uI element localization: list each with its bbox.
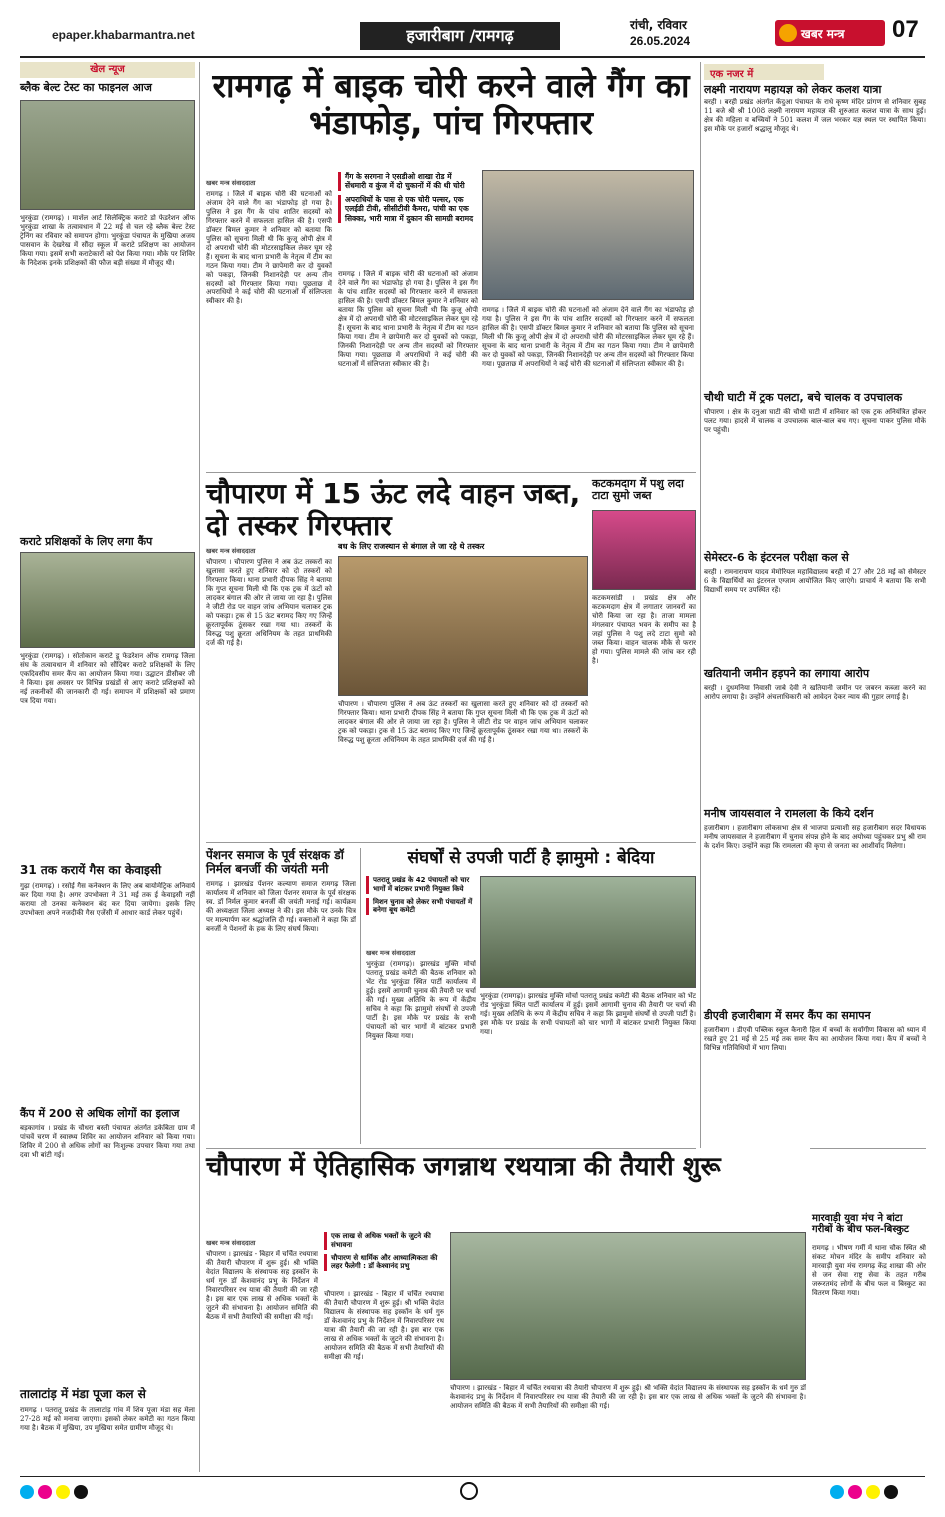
- jmm-body: भुरकुंडा (रामगढ़)। झारखंड मुक्ति मोर्चा पतरातू प्रखंड कमेटी की बैठक शनिवार को भेंट रोड भुरकुंडा स्थित पार्टी कार्यालय में हुई। इसमें आगामी चुनाव की तैयारी पर चर्चा की गई। मुख्य अतिथि के रूप में केंद्रीय सचिव ने कहा कि झामुमो संघर्षों से उपजी पार्टी है। इस मौके पर प्रखंड के सभी पंचायतों को चार भागों में बांटकर प्रभारी नियुक्त किया गया।: [366, 960, 476, 1040]
- rathyatra-byline: खबर मन्त्र संवाददाता: [206, 1239, 256, 1247]
- jmm-highlight-2: मिशन चुनाव को लेकर सभी पंचायतों में बनेगा बूथ कमेटी: [366, 898, 476, 916]
- left-body-4: बड़कागांव । प्रखंड के चौधरा बस्ती पंचायत अंतर्गत डकेबिता ग्राम में पांचवें चरण में स्वास्थ्य शिविर का आयोजन शनिवार को किया गया। शिविर में 200 से अधिक लोगों का निःशुल्क उपचार किया गया तथा दवा भी बांटी गई।: [20, 1124, 195, 1159]
- camel-body: चौपारण । चौपारण पुलिस ने अब ऊंट तस्करों का खुलासा करते हुए शनिवार को दो तस्करों को गिरफ्तार किया। थाना प्रभारी दीपक सिंह ने बताया कि गुप्त सूचना मिली थी कि एक ट्रक में ऊंटों को लादकर बंगाल की ओर ले जाया जा रहा है। पुलिस ने जीटी रोड पर वाहन जांच अभियान चलाकर ट्रक को पकड़ा। ट्रक से 15 ऊंट बरामद किए गए जिन्हें क्रूरतापूर्वक ठूंसकर रखा गया था। तस्करों के विरुद्ध पशु क्रूरता अधिनियम के तहत प्राथमिकी दर्ज की गई है।: [206, 558, 332, 647]
- column-rule-1: [199, 62, 200, 1472]
- jmm-body-cont: भुरकुंडा (रामगढ़)। झारखंड मुक्ति मोर्चा पतरातू प्रखंड कमेटी की बैठक शनिवार को भेंट रोड भुरकुंडा स्थित पार्टी कार्यालय में हुई। इसमें आगामी चुनाव की तैयारी पर चर्चा की गई। मुख्य अतिथि के रूप में केंद्रीय सचिव ने कहा कि झामुमो संघर्षों से उपजी पार्टी है। इस मौके पर प्रखंड के सभी पंचायतों को चार भागों में बांटकर प्रभारी नियुक्त किया गया।: [480, 992, 696, 1036]
- jmm-headline: संघर्षों से उपजी पार्टी है झामुमो : बेदिया: [407, 848, 655, 868]
- right-headline-2: चौथी घाटी में ट्रक पलटा, बचे चालक व उपचालक: [704, 391, 903, 404]
- sumo-headline: कटकमदाग में पशु लदा टाटा सुमो जब्त: [592, 477, 684, 502]
- right-body-6: हजारीबाग । डीएवी पब्लिक स्कूल कैनारी हिल में बच्चों के सर्वांगीण विकास को ध्यान में रखते हुए 21 मई से 25 मई तक समर कैंप का आयोजन किया गया। कैंप में बच्चों ने विभिन्न गतिविधियों में भाग लिया।: [704, 1026, 926, 1052]
- column-rule-2: [360, 848, 361, 1144]
- rathyatra-headline: चौपारण में ऐतिहासिक जगन्नाथ रथयात्रा की तैयारी शुरू: [206, 1152, 721, 1182]
- brand-logo: [775, 20, 885, 46]
- right-body-4: बरही । दुधमनिया निवासी जाबे देवी ने खतियानी जमीन पर जबरन कब्जा करने का आरोप लगाया है। उन्होंने अंचलाधिकारी को आवेदन देकर न्याय की गुहार लगाई है।: [704, 684, 926, 701]
- right-body-5: हजारीबाग । हजारीबाग लोकसभा क्षेत्र से भाजपा प्रत्याशी सह हजारीबाग सदर विधायक मनीष जायसवाल ने हजारीबाग में चुनाव संपन्न होने के बाद अयोध्या पहुंचकर प्रभु श्री राम के दर्शन किए। उन्होंने कहा कि रामलला की कृपा से जनता का आशीर्वाद मिलेगा।: [704, 824, 926, 850]
- right-body-1: बरही । बरही प्रखंड अंतर्गत केंदुआ पंचायत के राधे कृष्ण मंदिर प्रांगण से शनिवार सुबह 11 बजे श्री श्री 1008 लक्ष्मी नारायण महायज्ञ की शुरुआत कलश यात्रा के साथ हुई। क्षेत्र की महिला व बच्चियों ने 501 कलश में जल भरकर यज्ञ स्थल पर स्थापित किया। इस मौके पर हजारों श्रद्धालु मौजूद थे।: [704, 98, 926, 133]
- left-body-3: गुढ़ा (रामगढ़) । रसोई गैस कनेक्शन के लिए अब बायोमेट्रिक अनिवार्य कर दिया गया है। अगर उपभोक्ता ने 31 मई तक ई केवाइसी नहीं कराया तो उनका कनेक्शन बंद कर दिया जायेगा। इसके लिए उपभोक्ता अपने नजदीकी गैस एजेंसी में आधार कार्ड लेकर पहुंचें।: [20, 882, 195, 917]
- color-swatches-left: [20, 1484, 88, 1503]
- city-day: रांची, रविवार: [630, 18, 687, 32]
- site-url[interactable]: epaper.khabarmantra.net: [52, 28, 195, 42]
- masthead-rule: [20, 56, 925, 58]
- camels-photo: [338, 556, 588, 696]
- left-body-2: भुरकुंडा (रामगढ़) । सोतोकान कराटे डू फेडरेशन ऑफ रामगढ़ जिला संघ के तत्वावधान में शनिवार को सौंदिबर कराटे प्रशिक्षकों के लिए एकदिवसीय समर कैंप का आयोजन किया गया। उद्घाटन डीसीबर जी ने किया। इस अवसर पर विभिन्न प्रखंडों से आए कराटे प्रशिक्षकों को नई तकनीकों की जानकारी दी गई। समापन में प्रशिक्षकों को प्रमाण पत्र दिया गया।: [20, 652, 195, 705]
- lead-headline: रामगढ़ में बाइक चोरी करने वाले गैंग का भंडाफोड़, पांच गिरफ्तार: [212, 66, 690, 142]
- mid-rule-1: [206, 842, 696, 843]
- karate-photo-1: [20, 100, 195, 210]
- right-bottom-rule: [810, 1148, 926, 1149]
- camel-caption: बध के लिए राजस्थान से बंगाल ले जा रहे थे तस्कर: [338, 542, 485, 551]
- left-headline-2: कराटे प्रशिक्षकों के लिए लगा कैंप: [20, 535, 153, 548]
- jmm-meeting-photo: [480, 876, 696, 988]
- lead-highlight-1: गैंग के सरगना ने एसडीओ शाखा रोड में सेंधमारी व कुंज में दो चुकानों में की थी चोरी: [338, 172, 474, 191]
- jmm-highlights: [366, 876, 476, 915]
- rathyatra-caption: चौपारण । झारखंड - बिहार में चर्चित रथयात्रा की तैयारी चौपारण में शुरू हुई। श्री भक्ति वेदांत विद्यालय के संस्थापक सह इस्कॉन के धर्म गुरु डॉ केशवानंद प्रभु के निर्देशन में निवारपरिसर रथ यात्रा की तैयारी की जा रही है। इस बार एक लाख से अधिक भक्तों के जुटने की संभावना है। आयोजन समिति की बैठक में सभी तैयारियों की समीक्षा की गई।: [450, 1384, 806, 1410]
- arrested-suspects-photo: [482, 170, 694, 300]
- lead-byline: खबर मन्त्र संवाददाता: [206, 179, 256, 187]
- lead-highlight-2: अपराधियों के पास से एक चोरी पल्सर, एक एलईडी टीवी, सीसीटीवी कैमरा, पांची का एक सिक्का, भारी मात्रा में दुकान की सामग्री बरामद: [338, 195, 474, 223]
- sumo-body: कटकमसांडी । प्रखंड क्षेत्र और कटकमदाग क्षेत्र में लगातार जानवरों का चोरी किया जा रहा है। ताजा मामला मंगलवार पंचायत भवन के समीप का है जहां पुलिस ने पशु लदे टाटा सुमो को जब्त किया। वाहन चालक मौके से फरार हो गया। पुलिस मामले की जांच कर रही है।: [592, 594, 696, 665]
- left-body-5: रामगढ़ । पतरातू प्रखंड के तालाटांड़ गांव में शिव पूजा मंडा सह मेला 27-28 मई को मनाया जाएगा। इसको लेकर कमेटी का गठन किया गया है। बैठक में मुखिया, उप मुखिया समेत ग्रामीण मौजूद थे।: [20, 1406, 195, 1432]
- right-headline-3: सेमेस्टर-6 के इंटरनल परीक्षा कल से: [704, 551, 849, 564]
- left-headline-4: कैंप में 200 से अधिक लोगों का इलाज: [20, 1107, 180, 1120]
- right-headline-7: मारवाड़ी युवा मंच ने बांटा गरीबों के बीच फल-बिस्कुट: [812, 1213, 909, 1235]
- right-body-2: चौपारण । क्षेत्र के दनुआ घाटी की चौथी घाटी में शनिवार को एक ट्रक अनियंत्रित होकर पलट गया। हादसे में चालक व उपचालक बाल-बाल बच गए। सूचना पाकर पुलिस मौके पर पहुंची।: [704, 408, 926, 434]
- masthead: [0, 0, 945, 58]
- lead-body-cont-2: रामगढ़ । जिले में बाइक चोरी की घटनाओं को अंजाम देने वाले गैंग का भंडाफोड़ हो गया है। पुलिस ने इस गैंग के पांच शातिर सदस्यों को गिरफ्तार करने में सफलता हासिल की है। एसपी डॉक्टर बिमल कुमार ने शनिवार को बताया कि पुलिस को सूचना मिली थी कि कुजू ओपी क्षेत्र में दो अपराधी चोरी की मोटरसाइकिल लेकर घूम रहे हैं। सूचना के बाद थाना प्रभारी के नेतृत्व में टीम का गठन किया गया। टीम ने छापेमारी कर दो युवकों को पकड़ा, जिनकी निशानदेही पर अन्य तीन सदस्यों को गिरफ्तार किया गया। पूछताछ में अपराधियों ने कई चोरी की घटनाओं में संलिप्तता स्वीकार की है।: [482, 306, 694, 368]
- left-headline-1: ब्लैक बेल्ट टेस्ट का फाइनल आज: [20, 81, 152, 94]
- pension-body: रामगढ़ । झारखंड पेंशनर कल्याण समाज रामगढ़ जिला कार्यालय में शनिवार को जिला पेंशनर समाज के पूर्व संरक्षक स्व. डॉ निर्मल कुमार बनर्जी की जयंती मनाई गई। कार्यक्रम की अध्यक्षता जिला अध्यक्ष ने की। इस मौके पर उनके चित्र पर माल्यार्पण कर श्रद्धांजलि दी गई। वक्ताओं ने कहा कि डॉ बनर्जी ने पेंशनरों के हक के लिए संघर्ष किया।: [206, 880, 356, 933]
- lead-body: रामगढ़ । जिले में बाइक चोरी की घटनाओं को अंजाम देने वाले गैंग का भंडाफोड़ हो गया है। पुलिस ने इस गैंग के पांच शातिर सदस्यों को गिरफ्तार करने में सफलता हासिल की है। एसपी डॉक्टर बिमल कुमार ने शनिवार को बताया कि पुलिस को सूचना मिली थी कि कुजू ओपी क्षेत्र में दो अपराधी चोरी की मोटरसाइकिल लेकर घूम रहे हैं। सूचना के बाद थाना प्रभारी के नेतृत्व में टीम का गठन किया गया। टीम ने छापेमारी कर दो युवकों को पकड़ा, जिनकी निशानदेही पर अन्य तीन सदस्यों को गिरफ्तार किया गया। पूछताछ में अपराधियों ने कई चोरी की घटनाओं में संलिप्तता स्वीकार की है।: [206, 190, 332, 306]
- right-body-7: रामगढ़ । भीषण गर्मी में थाना चौक स्थित श्री संकट मोचन मंदिर के समीप शनिवार को मारवाड़ी युवा मंच रामगढ़ केंद्र शाखा की ओर से जन सेवा राष्ट्र सेवा के तहत गरीब जरूरतमंद लोगों के बीच फल व बिस्कुट का वितरण किया गया।: [812, 1244, 926, 1297]
- camel-headline: चौपारण में 15 ऊंट लदे वाहन जब्त, दो तस्कर गिरफ्तार: [206, 477, 581, 543]
- rathyatra-body: चौपारण । झारखंड - बिहार में चर्चित रथयात्रा की तैयारी चौपारण में शुरू हुई। श्री भक्ति वेदांत विद्यालय के संस्थापक सह इस्कॉन के धर्म गुरु डॉ केशवानंद प्रभु के निर्देशन में निवारपरिसर रथ यात्रा की तैयारी की जा रही है। इस बार एक लाख से अधिक भक्तों के जुटने की संभावना है। आयोजन समिति की बैठक में सभी तैयारियों की समीक्षा की गई।: [206, 1250, 318, 1321]
- right-headline-1: लक्ष्मी नारायण महायज्ञ को लेकर कलश यात्रा: [704, 83, 882, 96]
- camel-byline: खबर मन्त्र संवाददाता: [206, 547, 256, 555]
- color-swatches-right: [830, 1484, 898, 1503]
- karate-photo-2: [20, 552, 195, 648]
- right-headline-6: डीएवी हजारीबाग में समर कैंप का समापन: [704, 1009, 871, 1022]
- rathyatra-body-cont: चौपारण । झारखंड - बिहार में चर्चित रथयात्रा की तैयारी चौपारण में शुरू हुई। श्री भक्ति वेदांत विद्यालय के संस्थापक सह इस्कॉन के धर्म गुरु डॉ केशवानंद प्रभु के निर्देशन में निवारपरिसर रथ यात्रा की तैयारी की जा रही है। इस बार एक लाख से अधिक भक्तों के जुटने की संभावना है। आयोजन समिति की बैठक में सभी तैयारियों की समीक्षा की गई।: [324, 1290, 444, 1361]
- tata-sumo-photo: [592, 510, 696, 590]
- rathyatra-highlights: [324, 1232, 444, 1271]
- jmm-highlight-1: पतरातू प्रखंड के 42 पंचायतों को चार भागों में बांटकर प्रभारी नियुक्त किये: [366, 876, 476, 894]
- edition-date: 26.05.2024: [630, 34, 691, 48]
- footer-rule: [20, 1476, 925, 1477]
- right-headline-5: मनीष जायसवाल ने रामलला के किये दर्शन: [704, 807, 874, 820]
- page-number: 07: [892, 16, 919, 43]
- column-rule-3: [700, 62, 701, 1148]
- right-headline-4: खतियानी जमीन हड़पने का लगाया आरोप: [704, 667, 870, 680]
- registration-mark-icon: [460, 1482, 478, 1500]
- rathyatra-highlight-2: चौपारण से धार्मिक और आध्यात्मिकता की लहर फैलेगी : डॉ केश्वानंद प्रभु: [324, 1254, 444, 1272]
- rathyatra-highlight-1: एक लाख से अधिक भक्तों के जुटने की संभावना: [324, 1232, 444, 1250]
- left-headline-3: 31 तक करायें गैस का केवाइसी: [20, 863, 162, 877]
- brand-name: खबर मन्त्र: [801, 27, 845, 41]
- mid-rule-2: [206, 1148, 696, 1149]
- left-headline-5: तालाटांड़ में मंडा पूजा कल से: [20, 1387, 146, 1401]
- left-body-1: भुरकुंडा (रामगढ़) । मार्शल आर्ट सिलेक्ट्रिक कराटे डो फेडरेशन ऑफ भुरकुंडा शाखा के तत्वावधान में 22 मई से चल रहे ब्लैक बेल्ट टेस्ट ट्रेनिंग का रविवार को समापन होगा। भुरकुंडा पंचायत के मुखिया अजय पासवान के देखरेख में सौंदा स्कूल में कराटे प्रशिक्षण का आयोजन किया गया। इसमें सभी कराटेकारों को पेश किया गया। मौके पर शिविर के निदेशक इनके प्रशिक्षकों की फौज बड़ी संख्या में मौजूद थी।: [20, 214, 195, 267]
- lead-highlights: [338, 172, 474, 223]
- ek-nazar-tag: [704, 64, 824, 80]
- footer-bar: [20, 1476, 925, 1506]
- ek-nazar-label: एक नजर में: [710, 69, 754, 80]
- edition-title: हजारीबाग /रामगढ़: [360, 22, 560, 50]
- lead-body-cont: रामगढ़ । जिले में बाइक चोरी की घटनाओं को अंजाम देने वाले गैंग का भंडाफोड़ हो गया है। पुलिस ने इस गैंग के पांच शातिर सदस्यों को गिरफ्तार करने में सफलता हासिल की है। एसपी डॉक्टर बिमल कुमार ने शनिवार को बताया कि पुलिस को सूचना मिली थी कि कुजू ओपी क्षेत्र में दो अपराधी चोरी की मोटरसाइकिल लेकर घूम रहे हैं। सूचना के बाद थाना प्रभारी के नेतृत्व में टीम का गठन किया गया। टीम ने छापेमारी कर दो युवकों को पकड़ा, जिनकी निशानदेही पर अन्य तीन सदस्यों को गिरफ्तार किया गया। पूछताछ में अपराधियों ने कई चोरी की घटनाओं में संलिप्तता स्वीकार की है।: [338, 270, 478, 368]
- left-column: [20, 62, 195, 1472]
- section-label: खेल न्यूज: [20, 62, 195, 78]
- right-body-3: बरही । रामनारायण यादव मेमोरियल महाविद्यालय बरही में 27 और 28 मई को सेमेस्टर 6 के विद्यार्थियों का इंटरनल एग्जाम आयोजित किए जाएंगे। प्राचार्य ने बताया कि सभी विद्यार्थी समय पर उपस्थित रहें।: [704, 568, 926, 594]
- jmm-byline: खबर मन्त्र संवाददाता: [366, 949, 416, 957]
- brand-emblem-icon: [779, 24, 797, 42]
- camel-body-cont: चौपारण । चौपारण पुलिस ने अब ऊंट तस्करों का खुलासा करते हुए शनिवार को दो तस्करों को गिरफ्तार किया। थाना प्रभारी दीपक सिंह ने बताया कि गुप्त सूचना मिली थी कि एक ट्रक में ऊंटों को लादकर बंगाल की ओर ले जाया जा रहा है। पुलिस ने जीटी रोड पर वाहन जांच अभियान चलाकर ट्रक को पकड़ा। ट्रक से 15 ऊंट बरामद किए गए जिन्हें क्रूरतापूर्वक ठूंसकर रखा गया था। तस्करों के विरुद्ध पशु क्रूरता अधिनियम के तहत प्राथमिकी दर्ज की गई है।: [338, 700, 588, 744]
- lead-rule: [206, 472, 696, 473]
- pension-headline: पेंशनर समाज के पूर्व संरक्षक डॉ निर्मल बनर्जी की जयंती मनी: [206, 848, 344, 877]
